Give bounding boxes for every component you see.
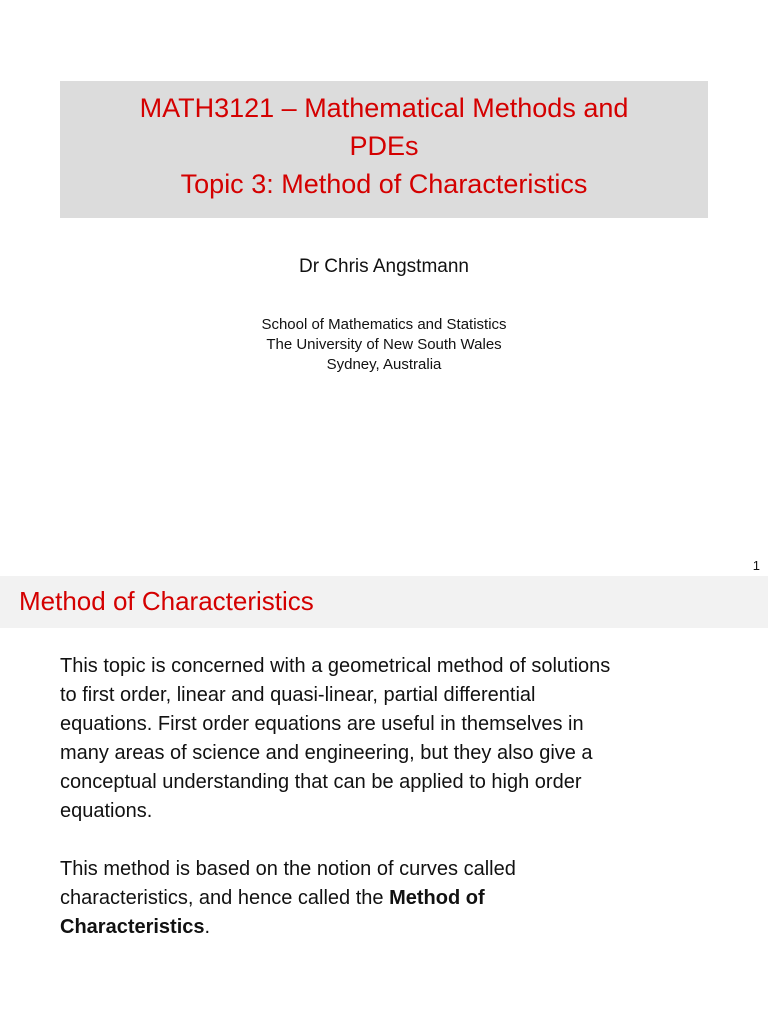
author-name: Dr Chris Angstmann: [298, 256, 469, 277]
paragraph-2: [60, 855, 720, 942]
title-box: [60, 81, 708, 218]
paragraph-2-line-2: [60, 884, 720, 913]
affiliation: [0, 315, 768, 375]
paragraph-1-line-4: many areas of science and engineering, but they also give a: [60, 742, 593, 764]
affiliation-line-2: The University of New South Wales: [266, 336, 502, 353]
title-line-2: PDEs: [349, 131, 419, 161]
frame-title-bar: [0, 576, 768, 628]
paragraph-1-line-5: conceptual understanding that can be applied to high order: [60, 771, 582, 793]
bold-term-part-1: Method of: [389, 887, 485, 909]
paragraph-2-suffix: .: [204, 916, 211, 938]
affiliation-line-3: Sydney, Australia: [326, 356, 442, 373]
paragraph-2-line-3: [60, 913, 720, 942]
paragraph-2-line-2-text: characteristics, and hence called the: [60, 887, 390, 909]
paragraph-1-line-1: This topic is concerned with a geometrical method of solutions: [60, 655, 611, 677]
title-line-3: Topic 3: Method of Characteristics: [180, 169, 588, 199]
bold-term-part-2: Characteristics: [60, 916, 205, 938]
paragraph-2-line-1: This method is based on the notion of curves called: [60, 858, 516, 880]
affiliation-line-1: School of Mathematics and Statistics: [261, 316, 507, 333]
paragraph-1: [60, 652, 720, 826]
paragraph-1-line-6: equations.: [60, 800, 153, 822]
frame-title: Method of Characteristics: [19, 586, 314, 616]
page-number: 1: [752, 558, 760, 573]
content-slide: [0, 576, 768, 1024]
paragraph-1-line-2: to first order, linear and quasi-linear, partial differential: [60, 684, 536, 706]
title-line-1: MATH3121 – Mathematical Methods and: [139, 93, 629, 123]
paragraph-1-line-3: equations. First order equations are useful in themselves in: [60, 713, 584, 735]
